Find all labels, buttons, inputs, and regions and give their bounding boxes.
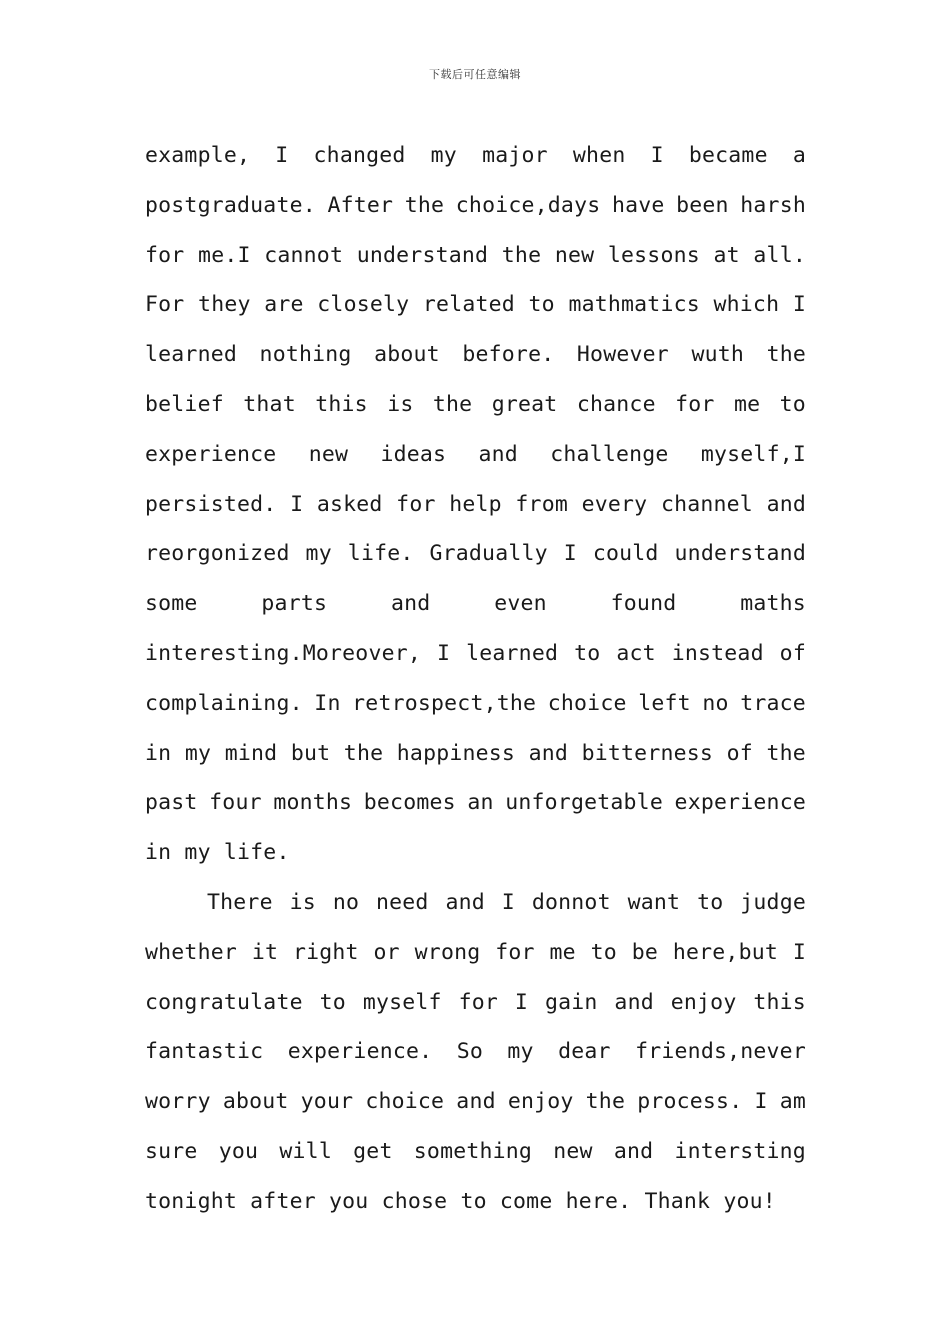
paragraph (145, 131, 806, 878)
text-line: congratulate to myself for I gain and enjoy this (145, 989, 806, 1015)
text-line: some parts and even found maths (145, 591, 806, 617)
text-line: worry about your choice and enjoy the process. I am (145, 1089, 806, 1115)
text-line: tonight after you chose to come here. Thank you! (145, 1188, 776, 1214)
text-line: persisted. I asked for help from every channel and (145, 491, 806, 517)
text-line: reorgonized my life. Gradually I could understand (145, 541, 806, 567)
page-header: 下载后可任意编辑 (429, 68, 521, 81)
text-line: For they are closely related to mathmatics which I (145, 292, 806, 318)
text-line: for me.I cannot understand the new lessons at all. (145, 242, 806, 268)
text-line: belief that this is the great chance for me to (145, 391, 806, 417)
text-line: in my life. (145, 840, 290, 866)
text-line: past four months becomes an unforgetable experience (145, 790, 806, 816)
text-line: complaining. In retrospect,the choice left no trace (145, 690, 806, 716)
text-line: whether it right or wrong for me to be here,but I (145, 939, 806, 965)
text-line: fantastic experience. So my dear friends,never (145, 1039, 806, 1065)
text-line: interesting.Moreover, I learned to act instead of (145, 640, 806, 666)
text-line: experience new ideas and challenge myself,I (145, 441, 806, 467)
text-line: learned nothing about before. However wuth the (145, 342, 806, 368)
text-line: in my mind but the happiness and bitterness of the (145, 740, 806, 766)
document-body (145, 131, 806, 1227)
text-line: There is no need and I donnot want to judge (207, 889, 806, 915)
text-line: sure you will get something new and intersting (145, 1138, 806, 1164)
text-line: example, I changed my major when I became a (145, 143, 806, 168)
paragraph (145, 878, 806, 1227)
text-line: postgraduate. After the choice,days have been harsh (145, 192, 806, 218)
